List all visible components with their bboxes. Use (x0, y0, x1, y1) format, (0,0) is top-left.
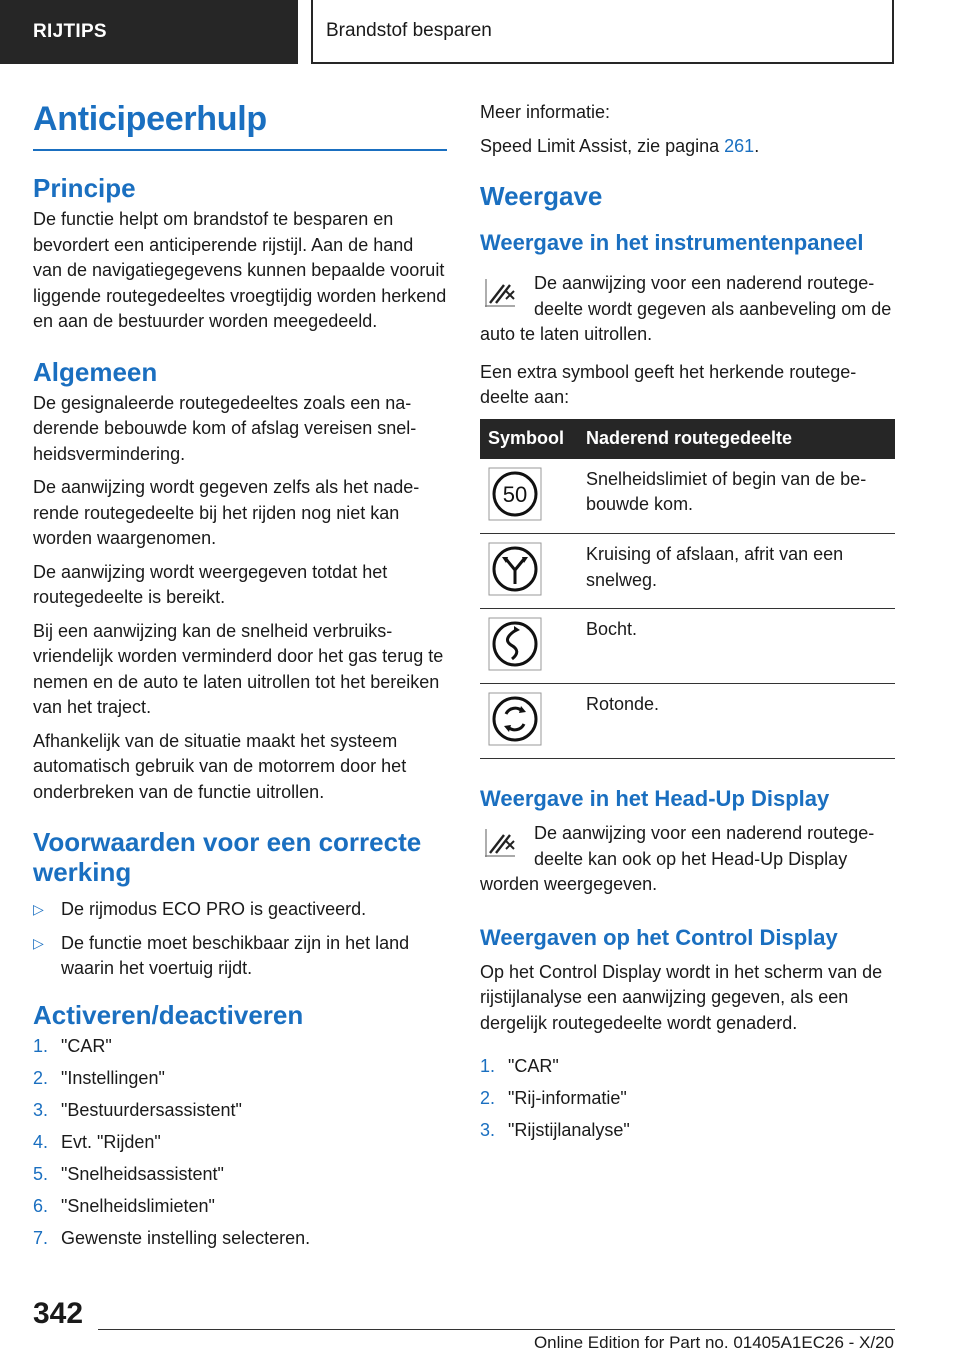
algemeen-heading: Algemeen (33, 356, 158, 387)
voorwaarden-heading: Voorwaarden voor een correcte werking (33, 827, 422, 887)
principe-text: De functie helpt om brandstof te besparen en bevordert een anticiperende rijstijl. Aan de hand van de navigatiegegevens kunnen bepaalde vooruit liggende routegedeeltes vroegtijdig worden herkend en aan de bestuurder worden meegedeeld. (33, 209, 447, 331)
step-item: 6. "Snelheidslimieten" (33, 1195, 215, 1216)
hud-heading: Weergave in het Head-Up Display (480, 786, 830, 811)
step-item: 2. "Rij-informatie" (480, 1088, 627, 1109)
symbol-table (480, 419, 895, 760)
step-item: 3. "Bestuurdersassistent" (33, 1099, 242, 1120)
step-item: 2. "Instellingen" (33, 1067, 165, 1088)
algemeen-paragraph: De aanwijzing wordt weergegeven totdat het routegedeelte is bereikt. (33, 561, 388, 607)
table-cell-desc: Kruising of afslaan, afrit van een snelweg. (578, 534, 895, 609)
hud-hint-text: De aanwijzing voor een naderend routegedeelte kan ook op het Head-Up Display worden weergegeven. (480, 823, 875, 894)
table-cell-desc: Snelheidslimiet of begin van de bebouwde kom. (578, 459, 895, 534)
voorwaarden-list (33, 897, 447, 982)
footer-divider (98, 1329, 895, 1330)
principe-heading: Principe (33, 173, 136, 203)
algemeen-paragraph: Bij een aanwijzing kan de snelheid verbruiksvriendelijk worden verminderd door het gas terug te nemen en de auto te laten uitrollen tot het bereiken van het traject. (33, 620, 444, 717)
table-row (480, 684, 895, 759)
algemeen-paragraph: De gesignaleerde routegedeeltes zoals een naderende bebouwde kom of afslag vereisen snelheidsvermindering. (33, 392, 417, 464)
extra-symbol-text: Een extra symbool geeft het herkende routegedeelte aan: (480, 361, 857, 407)
speed-limit-50-icon (488, 467, 542, 521)
right-column (480, 100, 895, 1150)
meer-informatie-label: Meer informatie: (480, 102, 611, 122)
page-link[interactable]: 261 (724, 135, 755, 156)
page-title: Anticipeerhulp (33, 100, 447, 151)
header-chapter-label: Brandstof besparen (311, 0, 894, 64)
footer-edition: Online Edition for Part no. 01405A1EC26 - X/20 (533, 1333, 894, 1352)
algemeen-paragraph: De aanwijzing wordt gegeven zelfs als het naderende routegedeelte bij het rijden nog niet kan worden waargenomen. (33, 477, 420, 548)
step-item: 4. Evt. "Rijden" (33, 1131, 161, 1152)
hud-hint (480, 821, 895, 898)
list-item: ▷ De functie moet beschikbaar zijn in het land waarin het voertuig rijdt. (33, 932, 410, 978)
step-item: 1. "CAR" (33, 1035, 112, 1056)
instrument-hint-text: De aanwijzing voor een naderend routegedeelte wordt gegeven als aanbeveling om de auto te laten uitrollen. (480, 273, 892, 344)
roundabout-icon (488, 692, 542, 746)
step-item: 5. "Snelheidsassistent" (33, 1163, 224, 1184)
step-item: 1. "CAR" (480, 1056, 559, 1076)
triangle-bullet-icon: ▷ (33, 934, 44, 951)
step-item: 7. Gewenste instelling selecteren. (33, 1228, 311, 1249)
junction-icon (488, 542, 542, 596)
curve-icon (488, 617, 542, 671)
left-column (33, 100, 447, 1258)
control-display-steps (480, 1054, 895, 1144)
table-row (480, 609, 895, 684)
list-item: ▷ De rijmodus ECO PRO is geactiveerd. (33, 897, 447, 923)
step-item: 3. "Rijstijlanalyse" (480, 1120, 630, 1141)
table-row (480, 459, 895, 534)
control-display-text: Op het Control Display wordt in het scherm van de rijstijlanalyse een aanwijzing gegeven, als een dergelijk routegedeelte wordt genaderd. (480, 961, 883, 1033)
instrument-heading: Weergave in het instrumentenpaneel (480, 230, 864, 255)
speed-limit-reference: Speed Limit Assist, zie pagina 261. (480, 135, 760, 156)
table-row (480, 534, 895, 609)
table-cell-desc: Rotonde. (578, 684, 895, 759)
page-number: 342 (33, 1297, 84, 1330)
triangle-bullet-icon: ▷ (33, 901, 44, 917)
table-header-symbol: Symbool (480, 419, 578, 459)
svg-text:50: 50 (502, 481, 528, 507)
anticipation-assist-icon (480, 823, 520, 863)
control-display-heading: Weergaven op het Control Display (480, 924, 838, 950)
anticipation-assist-icon (480, 273, 520, 313)
activeren-heading: Activeren/deactiveren (33, 999, 304, 1030)
weergave-heading: Weergave (480, 181, 603, 211)
instrument-hint (480, 271, 895, 348)
algemeen-paragraph: Afhankelijk van de situatie maakt het systeem automatisch gebruik van de motorrem door het onderbreken van de functie uitrollen. (33, 730, 407, 802)
activeren-steps (33, 1034, 447, 1252)
table-header-desc: Naderend routegedeelte (578, 419, 895, 459)
header-section-label: RIJTIPS (0, 0, 298, 64)
table-cell-desc: Bocht. (578, 609, 895, 684)
